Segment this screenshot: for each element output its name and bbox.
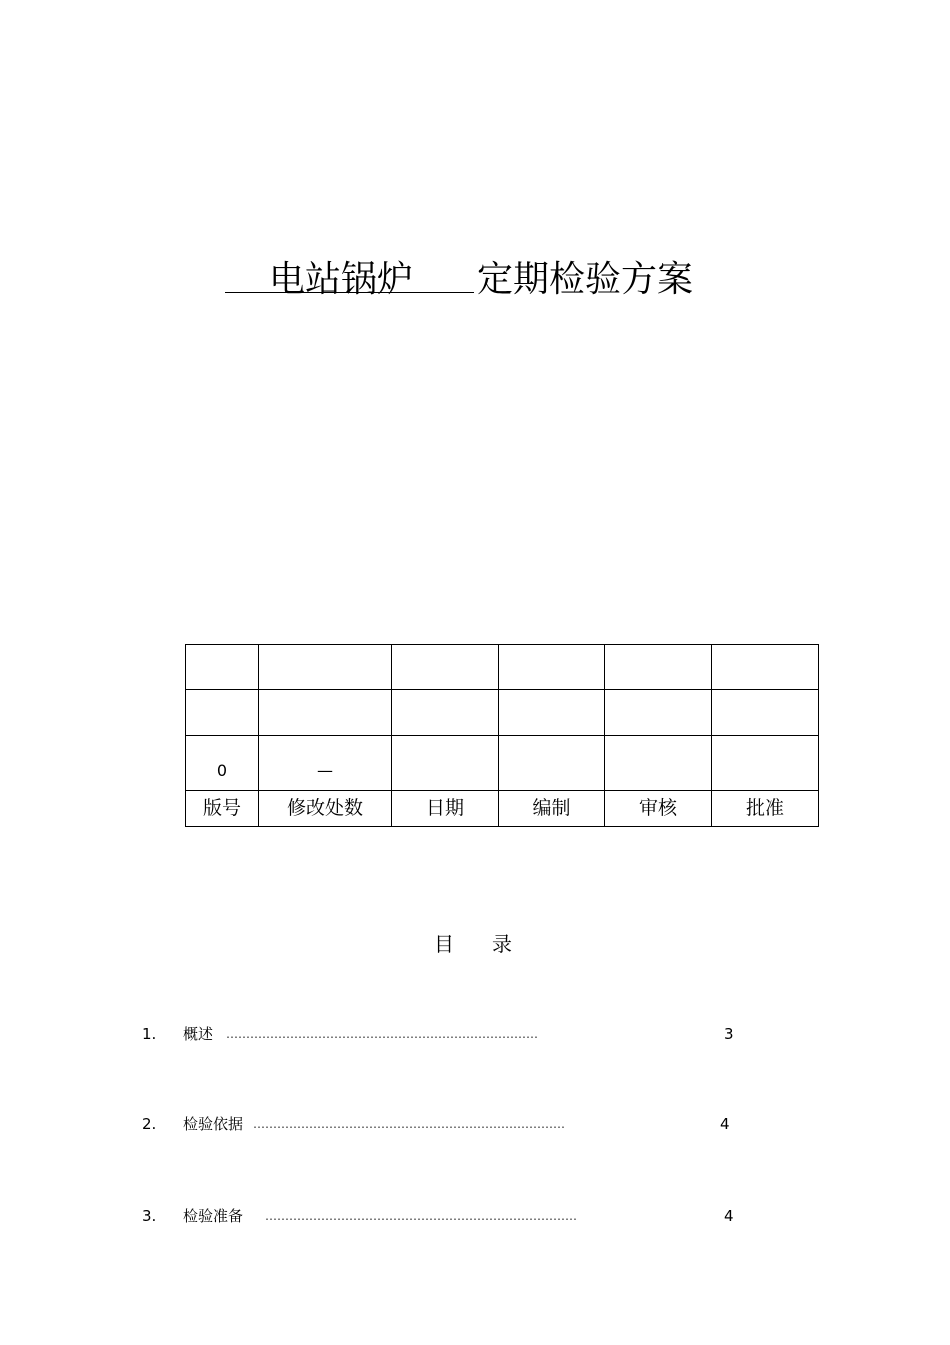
toc-label: 检验依据 xyxy=(183,1115,244,1133)
table-cell xyxy=(259,690,392,736)
table-cell xyxy=(392,690,499,736)
header-date: 日期 xyxy=(392,791,499,827)
table-cell xyxy=(186,645,259,690)
table-cell xyxy=(392,645,499,690)
toc-entry-3[interactable] xyxy=(0,1204,950,1228)
header-modifications: 修改处数 xyxy=(259,791,392,827)
title-part-1: 电站锅炉 xyxy=(269,259,414,300)
header-prepared: 编制 xyxy=(499,791,605,827)
header-approved: 批准 xyxy=(712,791,819,827)
table-cell xyxy=(712,690,819,736)
toc-entry-1[interactable] xyxy=(0,1022,950,1046)
toc-page-number: 4 xyxy=(720,1115,730,1133)
table-cell xyxy=(392,736,499,791)
table-cell xyxy=(605,645,712,690)
title-part-2: 定期检验方案 xyxy=(477,259,694,300)
toc-number: 1. xyxy=(142,1025,157,1043)
table-cell xyxy=(186,690,259,736)
table-row xyxy=(186,645,819,690)
toc-page-number: 4 xyxy=(724,1207,734,1225)
document-title xyxy=(225,256,745,304)
toc-number: 3. xyxy=(142,1207,157,1225)
toc-entry-2[interactable] xyxy=(0,1112,950,1136)
table-cell xyxy=(499,736,605,791)
toc-leader-dots: …………………………………………………………………… xyxy=(265,1209,577,1223)
toc-label: 概述 xyxy=(183,1025,214,1043)
modification-count-cell: — xyxy=(259,736,392,791)
header-version: 版号 xyxy=(186,791,259,827)
toc-page-number: 3 xyxy=(724,1025,734,1043)
table-cell xyxy=(712,645,819,690)
toc-heading-char-2: 录 xyxy=(492,932,512,956)
toc-heading-char-1: 目 xyxy=(434,932,454,956)
toc-label: 检验准备 xyxy=(183,1207,244,1225)
toc-leader-dots: …………………………………………………………………… xyxy=(253,1117,565,1131)
table-cell xyxy=(499,690,605,736)
toc-number: 2. xyxy=(142,1115,157,1133)
table-row xyxy=(186,690,819,736)
table-cell xyxy=(259,645,392,690)
header-reviewed: 审核 xyxy=(605,791,712,827)
table-row xyxy=(186,736,819,791)
table-cell xyxy=(605,690,712,736)
version-cell: 0 xyxy=(186,736,259,791)
table-cell xyxy=(605,736,712,791)
toc-leader-dots: …………………………………………………………………… xyxy=(226,1027,538,1041)
table-cell xyxy=(499,645,605,690)
revision-table xyxy=(185,644,819,827)
toc-heading xyxy=(434,930,524,958)
table-cell xyxy=(712,736,819,791)
table-header-row xyxy=(186,791,819,827)
